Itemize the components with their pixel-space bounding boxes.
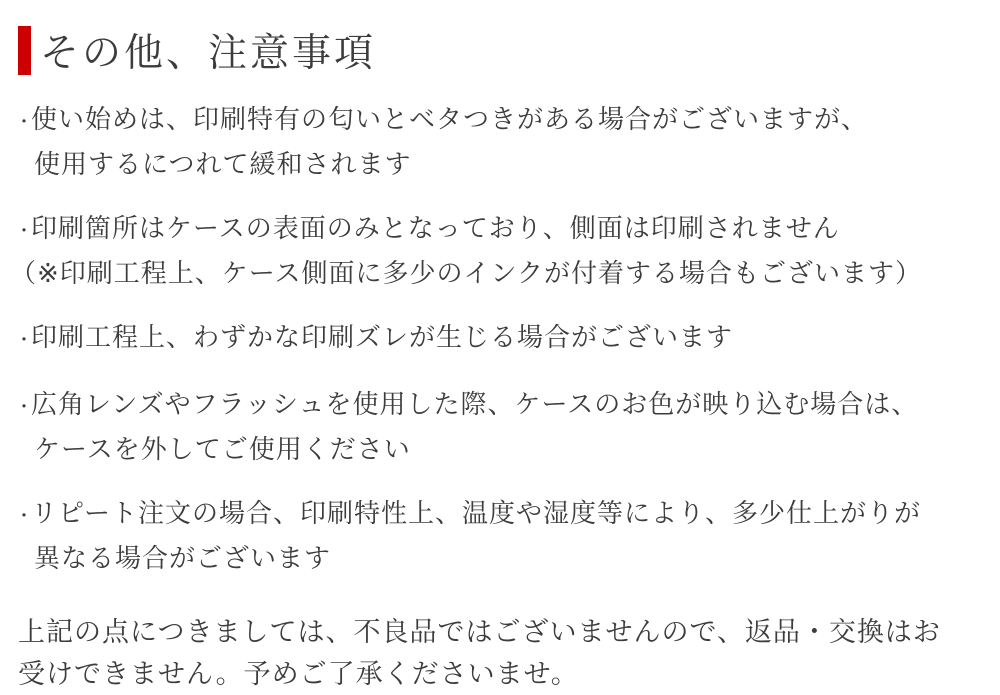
note-text: 印刷工程上、わずかな印刷ズレが生じる場合がございます — [31, 322, 734, 352]
note-item — [15, 316, 982, 361]
bullet-marker: ・ — [15, 506, 34, 526]
closing-paragraph — [18, 611, 982, 695]
note-item — [15, 98, 982, 185]
note-text: 印刷箇所はケースの表面のみとなっており、側面は印刷されません — [31, 213, 840, 243]
note-item — [10, 207, 982, 294]
bullet-marker: ・ — [15, 330, 34, 350]
bullet-marker: ・ — [15, 221, 34, 241]
bullet-marker: ・ — [15, 397, 34, 417]
closing-line: 上記の点につきましては、不良品ではございませんので、返品・交換はお — [18, 617, 941, 647]
bullet-marker: ・ — [15, 112, 34, 132]
closing-line: 受けできません。予めご了承くださいませ。 — [18, 659, 579, 689]
heading-accent-bar — [18, 26, 31, 75]
note-text: ケースを外してご使用ください — [34, 434, 411, 464]
note-subtext: （※印刷工程上、ケース側面に多少のインクが付着する場合もございます） — [10, 258, 922, 288]
note-text: 異なる場合がございます — [34, 543, 332, 573]
note-text: 使い始めは、印刷特有の匂いとベタつきがある場合がございますが、 — [31, 104, 869, 134]
note-item — [15, 383, 982, 470]
section-title: その他、注意事項 — [40, 32, 377, 75]
section-heading — [18, 22, 982, 78]
note-text: リピート注文の場合、印刷特性上、温度や湿度等により、多少仕上がりが — [31, 498, 921, 528]
note-text: 広角レンズやフラッシュを使用した際、ケースのお色が映り込む場合は、 — [31, 389, 919, 419]
note-text: 使用するにつれて緩和されます — [34, 149, 412, 179]
note-item — [15, 492, 982, 579]
